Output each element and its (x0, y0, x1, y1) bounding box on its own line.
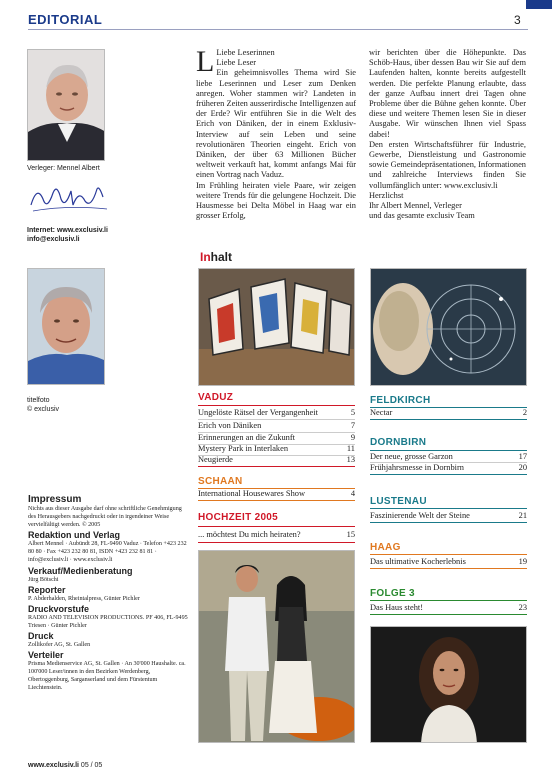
signature (27, 175, 117, 223)
publisher-email: info@exclusiv.li (27, 236, 80, 243)
imprint-heading: Druckvorstufe (28, 603, 90, 614)
imprint-text: Jürg Bötschi (28, 576, 59, 583)
section-rule (370, 419, 527, 420)
toc-row[interactable]: Neugierde 13 (198, 455, 355, 464)
publisher-caption: Verleger: Mennel Albert (27, 165, 100, 172)
section-vaduz: VADUZ (198, 392, 234, 403)
sign-off: Ihr Albert Mennel, Verleger (369, 201, 462, 211)
imprint-text: Albert Mennel · Aubündt 28, FL-9490 Vaduz · Telefon +423 232 80 80 · Fax +423 232 80 81, ISDN +423 232 81 81 · info@exclusiv.li · www.exclusiv.li (28, 541, 187, 564)
imprint-text: RADIO AND TELEVISION PRODUCTIONS. PF 406, FL-9495 Triesen · Günter Pichler (28, 614, 188, 629)
section-rule (370, 600, 527, 601)
header-rule (28, 29, 528, 30)
cosmic-image (370, 268, 527, 386)
intro-paragraph-3: wir berichten über die Höhepunkte. Das Schöb-Haus, über dessen Bau wir Sie auf dem Laufenden halten, konnte bereits aufgestellt werden. Die perfekte Planung erlaubte, dass der ganze Aufbau innert drei Tagen ohne Probleme über die Bühne gehen konnte. Über diese und weitere Themen lesen Sie in dieser Ausgabe. Wir wünschen Ihnen viel Spass dabei! (369, 48, 526, 139)
page-title: EDITORIAL (28, 12, 103, 27)
closing: Herzlichst (369, 190, 404, 200)
footer (28, 762, 102, 769)
section-feldkirch: FELDKIRCH (370, 395, 431, 406)
page-number: 3 (514, 13, 521, 27)
corner-tab (526, 0, 552, 9)
section-rule (370, 474, 527, 475)
toc-row[interactable]: Erinnerungen an die Zukunft 9 (198, 433, 355, 442)
toc-row[interactable]: Nectar 2 (370, 408, 527, 417)
section-rule (370, 568, 527, 569)
toc-row[interactable]: Frühjahrsmesse in Dornbirn 20 (370, 463, 527, 472)
toc-row[interactable]: Erich von Däniken 7 (198, 421, 355, 430)
section-schaan: SCHAAN (198, 476, 243, 487)
team: und das gesamte exclusiv Team (369, 211, 475, 221)
imprint-title: Impressum (28, 494, 82, 505)
footer-issue: 05 / 05 (80, 762, 103, 769)
toc-row[interactable]: Das ultimative Kocherlebnis 19 (370, 557, 527, 566)
section-rule (370, 450, 527, 451)
section-folge: FOLGE 3 (370, 588, 415, 599)
section-lustenau: LUSTENAU (370, 496, 427, 507)
cover-photo (27, 268, 105, 385)
greeting-2: Liebe Leser (216, 58, 257, 68)
header-bar (0, 0, 552, 12)
footer-site[interactable]: www.exclusiv.li (28, 762, 79, 769)
publisher-internet: Internet: www.exclusiv.li (27, 227, 108, 234)
vaduz-art-image (198, 268, 355, 386)
imprint-heading: Redaktion und Verlag (28, 530, 121, 541)
cover-credit-line2: © exclusiv (27, 406, 59, 413)
intro-column-2 (369, 48, 526, 221)
toc-row[interactable]: Faszinierende Welt der Steine 21 (370, 511, 527, 520)
imprint-text: P. Abderhalden, Rheintalpress, Günter Pichler (28, 595, 140, 602)
section-rule (198, 466, 355, 467)
toc-rule (198, 419, 355, 420)
imprint-heading: Druck (28, 630, 54, 641)
imprint-text: Zollikofer AG, St. Gallen (28, 641, 91, 648)
inhalt-rest: halt (210, 250, 233, 264)
section-dornbirn: DORNBIRN (370, 437, 427, 448)
imprint-heading: Reporter (28, 584, 66, 595)
toc-row[interactable]: Der neue, grosse Garzon 17 (370, 452, 527, 461)
section-rule (198, 526, 355, 527)
toc-row[interactable]: Mystery Park in Interlaken 11 (198, 444, 355, 453)
section-rule (198, 542, 355, 543)
imprint-heading: Verkauf/Medienberatung (28, 565, 133, 576)
greeting-1: L Liebe Leserinnen (196, 45, 275, 78)
section-rule (370, 508, 527, 509)
section-rule (370, 522, 527, 523)
intro-paragraph-2: Im Frühling heiraten viele Paare, wir zeigen weitere Trends für die gelungene Hochzeit. Die Hausmesse bei Delta Möbel in Haag war ein grosser Erfolg, (196, 180, 356, 221)
toc-row[interactable]: ... möchtest Du mich heiraten? 15 (198, 530, 355, 539)
dropcap: L (196, 45, 215, 78)
imprint-copyright: Nichts aus dieser Ausgabe darf ohne schriftliche Genehmigung des Herausgebers nachgedruckt oder in irgendeiner Weise vervielfältigt werden. © 2005 (28, 506, 182, 529)
toc-row[interactable]: International Housewares Show 4 (198, 489, 355, 498)
imprint-heading: Verteiler (28, 650, 64, 661)
section-rule (370, 554, 527, 555)
section-rule (198, 405, 355, 406)
cover-credit-line1: titelfoto (27, 397, 50, 404)
intro-paragraph-4: Den ersten Wirtschaftsführer für Industrie, Gewerbe, Dienstleistung und Gastronomie sowie Gemeindepräsentationen, Informationen und zahlreiche Interviews finden Sie vollumfänglich unter: www.exclusiv.li (369, 139, 526, 190)
publisher-photo (27, 49, 105, 161)
inhalt-prefix: In (200, 250, 211, 264)
model-photo (370, 626, 527, 743)
section-hochzeit: HOCHZEIT 2005 (198, 512, 279, 523)
section-rule (198, 500, 355, 501)
toc-row[interactable]: Das Haus steht! 23 (370, 603, 527, 612)
intro-paragraph-1: Ein geheimnisvolles Thema wird Sie liebe Leserinnen und Leser zum Denken anregen. Woher stammen wir? Landeten in früheren Zeiten ausserirdische Intelligenzen auf der Erde? Wir entführen Sie in die Welt des Erich von Däniken, der in einem Exklusiv-Interview auf sein Leben und seine revolutionären Theorien eingeht. Erich von Däniken, der über 63 Millionen Bücher weltweit verkauft hat, kommt anfangs Mai für einen Vortrag nach Vaduz. (196, 68, 356, 180)
section-haag: HAAG (370, 542, 401, 553)
imprint (28, 493, 188, 692)
inhalt-heading (200, 250, 232, 264)
section-rule (370, 614, 527, 615)
imprint-text: Prisma Medienservice AG, St. Gallen · An 30'000 Haushalte. ca. 100'000 Leser/innen in den Bezirken Werdenberg, Obertoggenburg, Sarganserland und dem Fürstentum Liechtenstein. (28, 661, 186, 692)
intro-column-1 (196, 45, 356, 221)
couple-photo (198, 550, 355, 743)
toc-row[interactable]: Ungelöste Rätsel der Vergangenheit 5 (198, 408, 355, 417)
